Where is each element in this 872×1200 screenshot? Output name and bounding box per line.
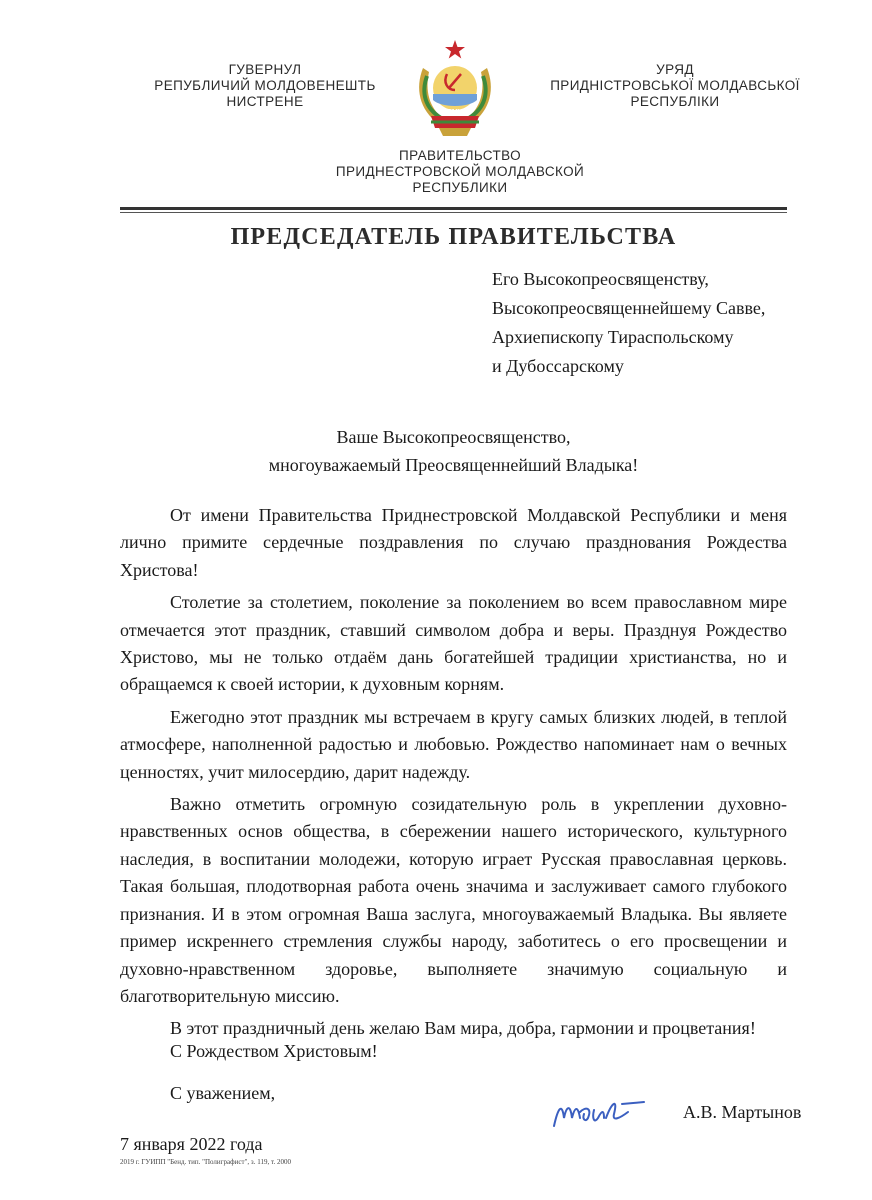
coat-of-arms-icon	[413, 38, 497, 140]
letterhead-right-line: РЕСПУБЛІКИ	[630, 94, 720, 109]
emblem-label: РМН	[447, 109, 463, 116]
salutation-line: многоуважаемый Преосвященнейший Владыка!	[268, 455, 639, 475]
signer-name: А.В. Мартынов	[683, 1102, 802, 1122]
addressee-line: и Дубоссарскому	[492, 356, 624, 376]
closing-regards: С уважением,	[170, 1083, 276, 1103]
letter-body	[120, 502, 787, 1043]
letterhead-center-line: ПРАВИТЕЛЬСТВО	[399, 148, 521, 163]
salutation	[120, 423, 787, 479]
letterhead-left	[130, 62, 400, 110]
body-paragraph: Столетие за столетием, поколение за поколением во всем православном мире отмечается этот праздник, ставший символом добра и веры. Празднуя Рождество Христово, мы не только отдаём дань богатейшей традиции христианства, но и обращаемся к своей истории, к духовным корням.	[120, 592, 787, 695]
letterhead-divider-thin	[120, 212, 787, 213]
body-paragraph: В этот праздничный день желаю Вам мира, добра, гармонии и процветания!	[170, 1018, 756, 1039]
document-date: 7 января 2022 года	[120, 1134, 263, 1154]
letterhead-right-line: УРЯД	[656, 62, 694, 77]
letterhead-center-line: РЕСПУБЛИКИ	[412, 180, 508, 195]
salutation-line: Ваше Высокопреосвященство,	[336, 427, 571, 447]
addressee-line: Его Высокопреосвященству,	[492, 269, 709, 289]
closing-greeting: С Рождеством Христовым!	[170, 1041, 378, 1061]
addressee-line: Высокопреосвященнейшему Савве,	[492, 298, 766, 318]
letterhead-divider	[120, 207, 787, 210]
addressee-block	[492, 265, 812, 381]
letterhead-right-line: ПРИДНІСТРОВСЬКОЇ МОЛДАВСЬКОЇ	[550, 78, 800, 93]
letterhead-left-line: ГУВЕРНУЛ	[228, 62, 302, 77]
letterhead-left-line: РЕПУБЛИЧИЙ МОЛДОВЕНЕШТЬ	[154, 78, 376, 93]
letterhead-center	[300, 148, 620, 196]
letterhead-right	[540, 62, 810, 110]
body-paragraph: Важно отметить огромную созидательную роль в укреплении духовно-нравственных основ общества, в сбережении нашего исторического, культурного наследия, в воспитании молодежи, которую играет Русская православная церковь. Такая большая, плодотворная работа очень значима и заслуживает самого глубокого признания. И в этом огромная Ваша заслуга, многоуважаемый Владыка. Вы являете пример искреннего стремления службы народу, заботитесь о его просвещении и духовно-нравственном здоровье, выполняете значимую социальную и благотворительную миссию.	[120, 794, 787, 1006]
print-imprint: 2019 г. ГУИПП "Бенд. тип. "Полиграфист", з. 119, т. 2000	[120, 1158, 291, 1166]
handwritten-signature	[548, 1088, 658, 1136]
document-title: ПРЕДСЕДАТЕЛЬ ПРАВИТЕЛЬСТВА	[230, 224, 677, 250]
addressee-line: Архиепископу Тираспольскому	[492, 327, 734, 347]
letterhead-left-line: НИСТРЕНЕ	[226, 94, 304, 109]
body-paragraph: Ежегодно этот праздник мы встречаем в кругу самых близких людей, в теплой атмосфере, наполненной радостью и любовью. Рождество напоминает нам о вечных ценностях, учит милосердию, дарит надежду.	[120, 706, 787, 782]
letterhead-center-line: ПРИДНЕСТРОВСКОЙ МОЛДАВСКОЙ	[335, 164, 585, 179]
body-paragraph: От имени Правительства Приднестровской Молдавской Республики и меня лично примите сердечные поздравления по случаю празднования Рождества Христова!	[120, 505, 787, 580]
